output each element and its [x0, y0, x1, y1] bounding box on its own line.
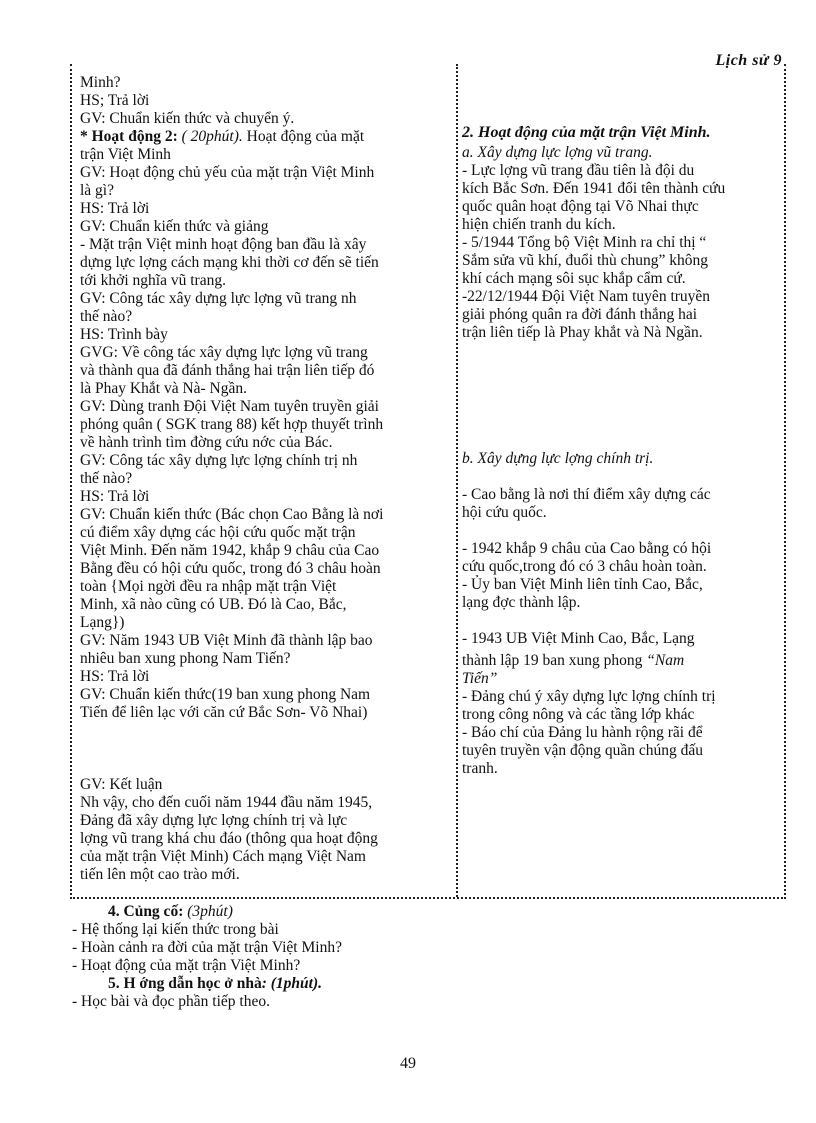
text-line: thế nào? [80, 308, 133, 325]
text-line: - Cao bằng là nơi thí điểm xây dựng các [462, 486, 711, 503]
text-line: - Hoạt động của mặt trận Việt Minh? [72, 957, 301, 974]
section-4-label: 4. Củng cố: [108, 903, 184, 920]
text-line: - 1942 khắp 9 châu của Cao bằng có hội [462, 540, 712, 557]
text-line: là gì? [80, 182, 114, 199]
text-line: - Hệ thống lại kiến thức trong bài [72, 921, 279, 938]
page-number: 49 [400, 1055, 416, 1072]
text-line: Tiến” [462, 670, 498, 687]
text-line: Đảng đã xây dựng lực lợng chính trị và lực [80, 812, 348, 829]
text-line: phóng quân ( SGK trang 88) kết hợp thuyết trình [80, 416, 384, 433]
lesson-table [70, 64, 786, 899]
text-line: GV: Chuẩn kiến thức (Bác chọn Cao Bằng là nơi [80, 506, 384, 523]
text-line: -22/12/1944 Đội Việt Nam tuyên truyền [462, 288, 711, 305]
text-line: - Mặt trận Việt minh hoạt động ban đầu là xây [80, 236, 367, 253]
text-line: trong công nông và các tầng lớp khác [462, 706, 695, 723]
column-divider [456, 64, 458, 897]
text-line: Tiến để liên lạc với căn cứ Bắc Sơn- Võ Nhai) [80, 704, 368, 721]
text-line: - Hoàn cảnh ra đời của mặt trận Việt Minh? [72, 939, 342, 956]
text-line: GV: Chuẩn kiến thức(19 ban xung phong Nam [80, 686, 371, 703]
section-5-time: : (1phút). [261, 975, 322, 992]
nam-tien-italic: “Nam [646, 652, 685, 669]
text-line: Việt Minh. Đến năm 1942, khắp 9 châu của Cao [80, 542, 380, 559]
text-line: tới khởi nghĩa vũ trang. [80, 272, 226, 289]
text-line [462, 652, 684, 670]
text-line: HS: Trả lời [80, 488, 150, 505]
text-line: khí cách mạng sôi sục khắp cẩm cứ. [462, 270, 686, 287]
activity-2-title: Hoạt động của mặt [242, 128, 365, 145]
activity-2-time: ( 20phút). [177, 128, 243, 145]
text-line: GVG: Về công tác xây dựng lực lợng vũ trang [80, 344, 368, 361]
activity-2-heading [80, 128, 452, 146]
text-line: HS: Trình bày [80, 326, 168, 343]
text-line: lợng vũ trang khá chu đáo (thông qua hoạt động [80, 830, 378, 847]
page-header: Lịch sử 9 [715, 52, 782, 69]
text-line: kích Bắc Sơn. Đến 1941 đổi tên thành cứu [462, 180, 726, 197]
text-line: là Phay Khắt và Nà- Ngần. [80, 380, 248, 397]
text-line: GV: Dùng tranh Đội Việt Nam tuyên truyền giải [80, 398, 379, 415]
text-line: tuyên truyền vận động quần chúng đấu [462, 742, 704, 759]
section-4-heading [72, 903, 772, 921]
spacer [80, 722, 452, 776]
text-line: Lạng}) [80, 614, 125, 631]
text-line: nhiêu ban xung phong Nam Tiến? [80, 650, 291, 667]
section-5-label: 5. H ớng dẫn học ở nhà [108, 975, 262, 992]
text-line: hội cứu quốc. [462, 504, 547, 521]
text-line: - Báo chí của Đảng lu hành rộng rãi để [462, 724, 703, 741]
text-line: HS: Trả lời [80, 668, 150, 685]
lesson-footer [72, 903, 772, 1011]
teacher-student-activities-column [80, 74, 452, 884]
text-line: GV: Chuẩn kiến thức và chuyển ý. [80, 110, 295, 127]
text-line: lạng đợc thành lập. [462, 594, 581, 611]
text-line: - Đảng chú ý xây dựng lực lợng chính trị [462, 688, 716, 705]
text-line: - 1943 UB Việt Minh Cao, Bắc, Lạng [462, 630, 695, 647]
text-line: GV: Công tác xây dựng lực lợng vũ trang nh [80, 290, 357, 307]
text-line: - Lực lợng vũ trang đầu tiên là đội du [462, 162, 695, 179]
section-2-heading: 2. Hoạt động của mặt trận Việt Minh. [462, 124, 711, 141]
text-line: trận Việt Minh [80, 146, 171, 163]
text-line: Minh, xã nào cũng có UB. Đó là Cao, Bắc, [80, 596, 347, 613]
text-line: toàn {Mọi ngời đều ra nhập mặt trận Việt [80, 578, 337, 595]
text-line: HS: Trả lời [80, 200, 150, 217]
text-line: Sắm sửa vũ khí, đuổi thù chung” không [462, 252, 709, 269]
text-line: tranh. [462, 760, 498, 777]
text-line: Nh vậy, cho đến cuối năm 1944 đầu năm 1945, [80, 794, 373, 811]
text-line: cú điểm xây dựng các hội cứu quốc mặt trận [80, 524, 356, 541]
text-line: giải phóng quân ra đời đánh thắng hai [462, 306, 698, 323]
activity-2-label: * Hoạt động 2: [80, 128, 178, 145]
text-line: - Học bài và đọc phần tiếp theo. [72, 993, 270, 1010]
text-line: tiến lên một cao trào mới. [80, 866, 240, 883]
section-5-heading [72, 975, 772, 993]
section-4-time: (3phút) [183, 903, 233, 920]
text-line: và thành qua đã đánh thắng hai trận liên tiếp đó [80, 362, 375, 379]
text-line: dựng lực lợng cách mạng khi thời cơ đến sẽ tiến [80, 254, 379, 271]
text-line: cứu quốc,trong đó có 3 châu hoàn toàn. [462, 558, 707, 575]
text-line: trận liên tiếp là Phay khắt và Nà Ngần. [462, 324, 703, 341]
text-line: - 5/1944 Tổng bộ Việt Minh ra chỉ thị “ [462, 234, 707, 251]
text-line: về hành trình tìm đờng cứu nớc của Bác. [80, 434, 333, 451]
text-span: thành lập 19 ban xung phong [462, 652, 647, 669]
text-line: quốc quân hoạt động tại Võ Nhai thực [462, 198, 699, 215]
text-line: GV: Hoạt động chủ yếu của mặt trận Việt Minh [80, 164, 375, 181]
text-line: - Ủy ban Việt Minh liên tỉnh Cao, Bắc, [462, 576, 703, 593]
text-line: Bằng đều có hội cứu quốc, trong đó 3 châu hoàn [80, 560, 381, 577]
text-line: thế nào? [80, 470, 133, 487]
subsection-b-heading: b. Xây dựng lực lợng chính trị. [462, 450, 654, 467]
text-line: hiện chiến tranh du kích. [462, 216, 616, 233]
text-line: GV: Chuẩn kiến thức và giảng [80, 218, 269, 235]
text-line: HS; Trả lời [80, 92, 150, 109]
text-line: GV: Công tác xây dựng lực lợng chính trị nh [80, 452, 358, 469]
text-line: GV: Kết luận [80, 776, 163, 793]
subsection-a-heading: a. Xây dựng lực lợng vũ trang. [462, 144, 653, 161]
text-line: của mặt trận Việt Minh) Cách mạng Việt Nam [80, 848, 366, 865]
text-line: Minh? [80, 74, 121, 91]
text-line: GV: Năm 1943 UB Việt Minh đã thành lập bao [80, 632, 373, 649]
